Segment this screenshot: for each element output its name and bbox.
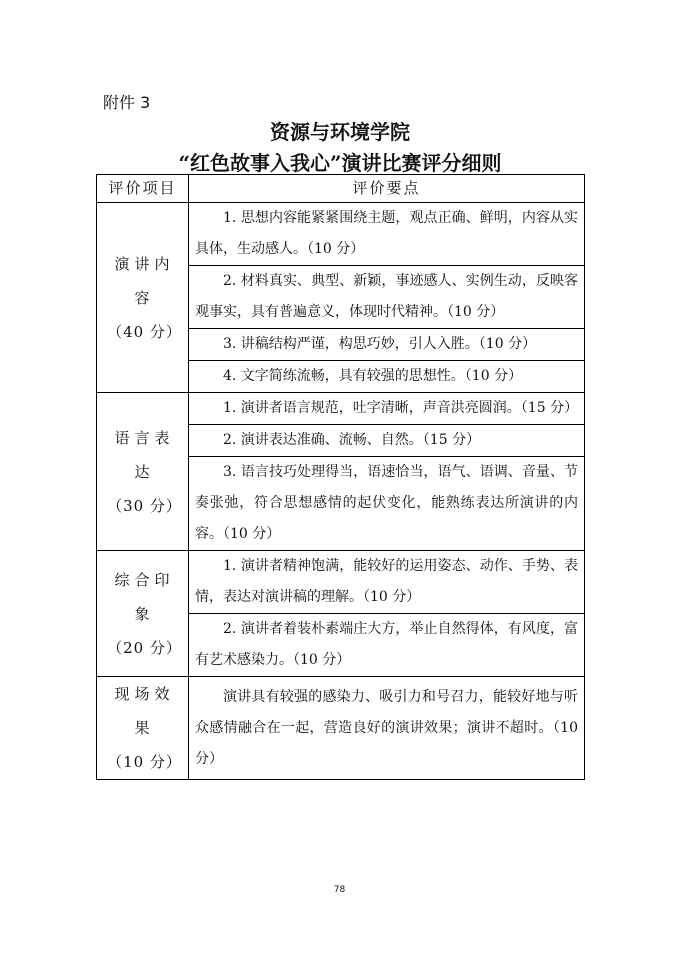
category-points: （30 分） — [107, 496, 182, 515]
criteria-item: 1. 演讲者精神饱满，能较好的运用姿态、动作、手势、表情，表达对演讲稿的理解。（10 分） — [189, 551, 585, 614]
table-row — [97, 677, 585, 780]
category-cell — [97, 551, 189, 677]
category-points: （40 分） — [107, 322, 182, 341]
category-points: （10 分） — [107, 753, 182, 771]
criteria-item: 2. 演讲表达准确、流畅、自然。（15 分） — [189, 425, 585, 457]
table-header-row — [97, 175, 585, 203]
category-cell — [97, 203, 189, 393]
criteria-item: 4. 文字简练流畅，具有较强的思想性。（10 分） — [189, 361, 585, 393]
scoring-table — [96, 174, 585, 780]
document-title-line1: 资源与环境学院 — [270, 120, 410, 144]
criteria-item: 1. 思想内容能紧紧围绕主题，观点正确、鲜明，内容从实具体，生动感人。（10 分） — [189, 203, 585, 266]
criteria-item: 1. 演讲者语言规范，吐字清晰，声音洪亮圆润。（15 分） — [189, 393, 585, 425]
document-title-line2: “红色故事入我心”演讲比赛评分细则 — [178, 151, 502, 175]
table-row — [97, 393, 585, 425]
category-name: 现场效果 — [114, 685, 175, 737]
category-name: 综合印象 — [114, 570, 175, 623]
table-row — [97, 551, 585, 614]
criteria-item: 2. 材料真实、典型、新颖，事迹感人、实例生动，反映客观事实，具有普遍意义，体现时代精神。（10 分） — [189, 266, 585, 329]
header-criteria: 评价要点 — [189, 175, 585, 203]
category-points: （20 分） — [107, 638, 182, 657]
criteria-item: 演讲具有较强的感染力、吸引力和号召力，能较好地与听众感情融合在一起，营造良好的演讲效果；演讲不超时。（10 分） — [189, 677, 585, 780]
category-name: 演讲内容 — [114, 254, 175, 307]
category-name: 语言表达 — [114, 428, 175, 481]
criteria-item: 3. 语言技巧处理得当，语速恰当，语气、语调、音量、节奏张弛，符合思想感情的起伏变化，能熟练表达所演讲的内容。（10 分） — [189, 457, 585, 551]
criteria-item: 3. 讲稿结构严谨，构思巧妙，引人入胜。（10 分） — [189, 329, 585, 361]
scoring-table-body — [97, 175, 585, 780]
criteria-item: 2. 演讲者着装朴素端庄大方，举止自然得体，有风度，富有艺术感染力。（10 分） — [189, 614, 585, 677]
category-cell — [97, 677, 189, 780]
category-cell — [97, 393, 189, 551]
page-number: 78 — [333, 885, 346, 895]
attachment-label: 附件 3 — [103, 93, 151, 112]
table-row — [97, 203, 585, 266]
header-category: 评价项目 — [97, 175, 189, 203]
